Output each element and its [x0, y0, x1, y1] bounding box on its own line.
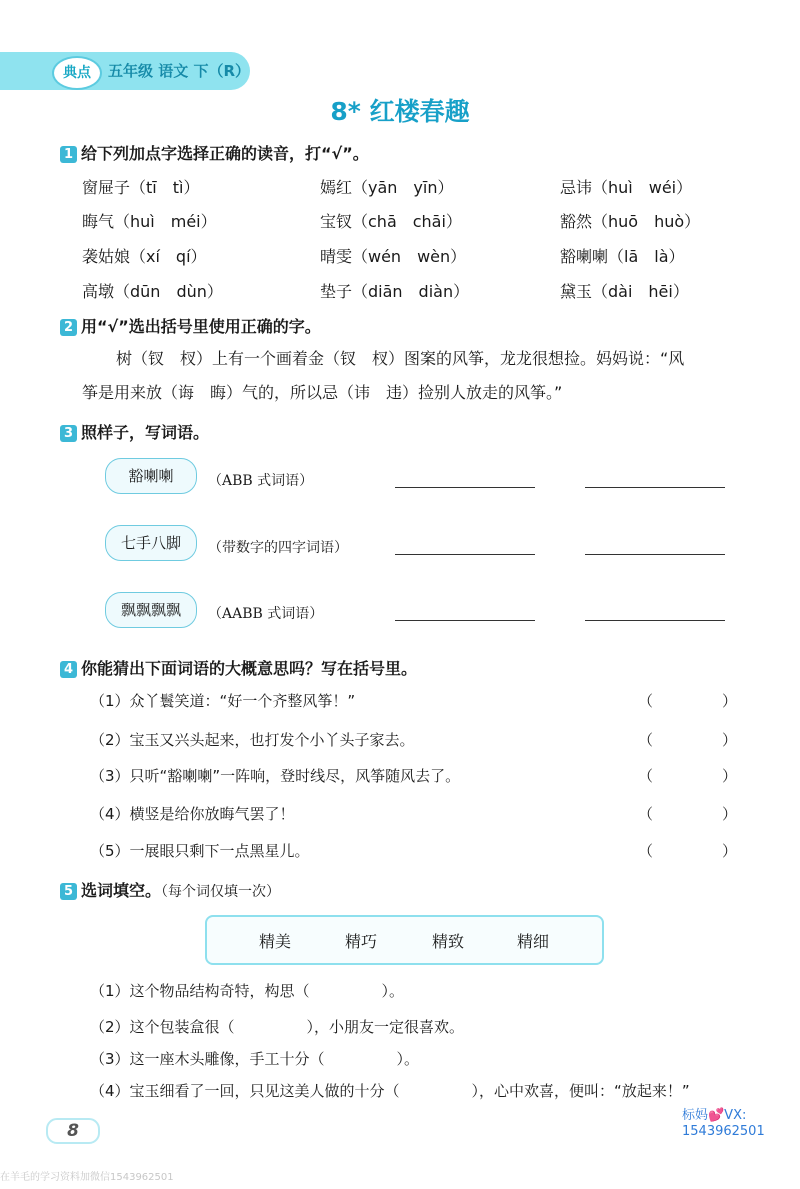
q5-sentence	[90, 1080, 690, 1101]
q5-sentence-end: ）。	[396, 1050, 420, 1068]
watermark-line-1: 标妈💕VX:	[682, 1108, 747, 1123]
q1-item: 黛玉（dài hēi）	[560, 282, 689, 301]
q2-passage-line-2: 筝是用来放（诲 晦）气的，所以忌（讳 违）捡别人放走的风筝。”	[82, 383, 563, 402]
answer-paren-close: ）	[722, 731, 738, 749]
q5-sentence-end: ），小朋友一定很喜欢。	[306, 1018, 465, 1036]
answer-line[interactable]	[395, 554, 535, 555]
q5-sentence-end: ）。	[381, 982, 405, 1000]
q1-item: 晦气（huì méi）	[82, 212, 217, 231]
word-bank-box	[205, 915, 604, 965]
answer-line[interactable]	[395, 620, 535, 621]
answer-paren-open: （	[638, 842, 654, 860]
grade-subject-label: 五年级 语文 下（R）	[108, 62, 250, 80]
q4-sentence: （5）一展眼只剩下一点黑星儿。	[90, 842, 310, 860]
q1-item: 高墩（dūn dùn）	[82, 282, 223, 301]
q1-item: 豁喇喇（lā là）	[560, 247, 685, 266]
q5-note: （每个词仅填一次）	[161, 884, 281, 900]
answer-paren-open: （	[638, 767, 654, 785]
q4-number-badge: 4	[60, 661, 77, 678]
q5-sentence-start: （3）这一座木头雕像，手工十分（	[90, 1050, 325, 1068]
q4-sentence: （3）只听“豁喇喇”一阵响，登时线尽，风筝随风去了。	[90, 767, 461, 785]
brand-logo: 典点	[52, 56, 102, 90]
page-number: 8	[46, 1118, 100, 1144]
word-type-hint: （AABB 式词语）	[208, 606, 324, 622]
answer-line[interactable]	[585, 554, 725, 555]
q1-item: 晴雯（wén wèn）	[320, 247, 467, 266]
q5-sentence	[90, 1016, 464, 1037]
q5-sentence	[90, 980, 404, 1001]
q4-sentence: （1）众丫鬟笑道：“好一个齐整风筝！”	[90, 692, 356, 710]
q5-sentence-start: （1）这个物品结构奇特，构思（	[90, 982, 310, 1000]
q4-sentence: （4）横竖是给你放晦气罢了！	[90, 805, 295, 823]
q5-heading	[60, 878, 280, 901]
q5-sentence-start: （4）宝玉细看了一回，只见这美人做的十分（	[90, 1082, 400, 1100]
answer-paren-close: ）	[722, 805, 738, 823]
q5-sentence-start: （2）这个包装盒很（	[90, 1018, 235, 1036]
word-bank-item: 精细	[517, 932, 550, 951]
q2-passage-line-1: 树（钗 杈）上有一个画着金（钗 杈）图案的风筝，龙龙很想捡。妈妈说：“风	[116, 349, 685, 368]
answer-paren-close: ）	[722, 842, 738, 860]
q5-number-badge: 5	[60, 883, 77, 900]
answer-line[interactable]	[395, 487, 535, 488]
word-type-hint: （带数字的四字词语）	[208, 540, 348, 556]
q5-sentence	[90, 1048, 419, 1069]
q2-number-badge: 2	[60, 319, 77, 336]
q1-item: 垫子（diān diàn）	[320, 282, 470, 301]
q4-title: 你能猜出下面词语的大概意思吗？写在括号里。	[81, 659, 418, 678]
word-bank-item: 精巧	[345, 932, 378, 951]
q1-item: 豁然（huō huò）	[560, 212, 701, 231]
q5-sentence-end: ），心中欢喜，便叫：“放起来！”	[471, 1082, 690, 1100]
q3-heading	[60, 420, 209, 443]
lesson-title: 8* 红楼春趣	[330, 97, 470, 126]
q5-title: 选词填空。	[81, 881, 162, 900]
answer-paren-close: ）	[722, 767, 738, 785]
q1-item: 忌讳（huì wéi）	[560, 178, 693, 197]
word-type-hint: （ABB 式词语）	[208, 473, 314, 489]
q1-item: 袭姑娘（xí qí）	[82, 247, 207, 266]
watermark	[682, 1108, 765, 1140]
corner-tag: 在羊毛的学习资料加微信1543962501	[0, 1172, 174, 1183]
watermark-line-2: 1543962501	[682, 1124, 765, 1139]
answer-paren-open: （	[638, 731, 654, 749]
q1-title: 给下列加点字选择正确的读音，打“√”。	[81, 144, 369, 163]
q1-number-badge: 1	[60, 146, 77, 163]
answer-paren-open: （	[638, 692, 654, 710]
answer-paren-open: （	[638, 805, 654, 823]
example-word-cloud: 七手八脚	[105, 525, 197, 561]
q3-title: 照样子，写词语。	[81, 423, 210, 442]
example-word-cloud: 飘飘飘飘	[105, 592, 197, 628]
q1-item: 嫣红（yān yīn）	[320, 178, 454, 197]
answer-line[interactable]	[585, 487, 725, 488]
q1-item: 窗屉子（tī tì）	[82, 178, 200, 197]
answer-line[interactable]	[585, 620, 725, 621]
q1-item: 宝钗（chā chāi）	[320, 212, 462, 231]
q1-heading	[60, 141, 369, 164]
q3-number-badge: 3	[60, 425, 77, 442]
example-word-cloud: 豁喇喇	[105, 458, 197, 494]
q4-heading	[60, 656, 417, 679]
q2-title: 用“√”选出括号里使用正确的字。	[81, 317, 321, 336]
q2-heading	[60, 314, 321, 337]
word-bank-item: 精致	[432, 932, 465, 951]
q4-sentence: （2）宝玉又兴头起来，也打发个小丫头子家去。	[90, 731, 415, 749]
word-bank-item: 精美	[259, 932, 292, 951]
answer-paren-close: ）	[722, 692, 738, 710]
